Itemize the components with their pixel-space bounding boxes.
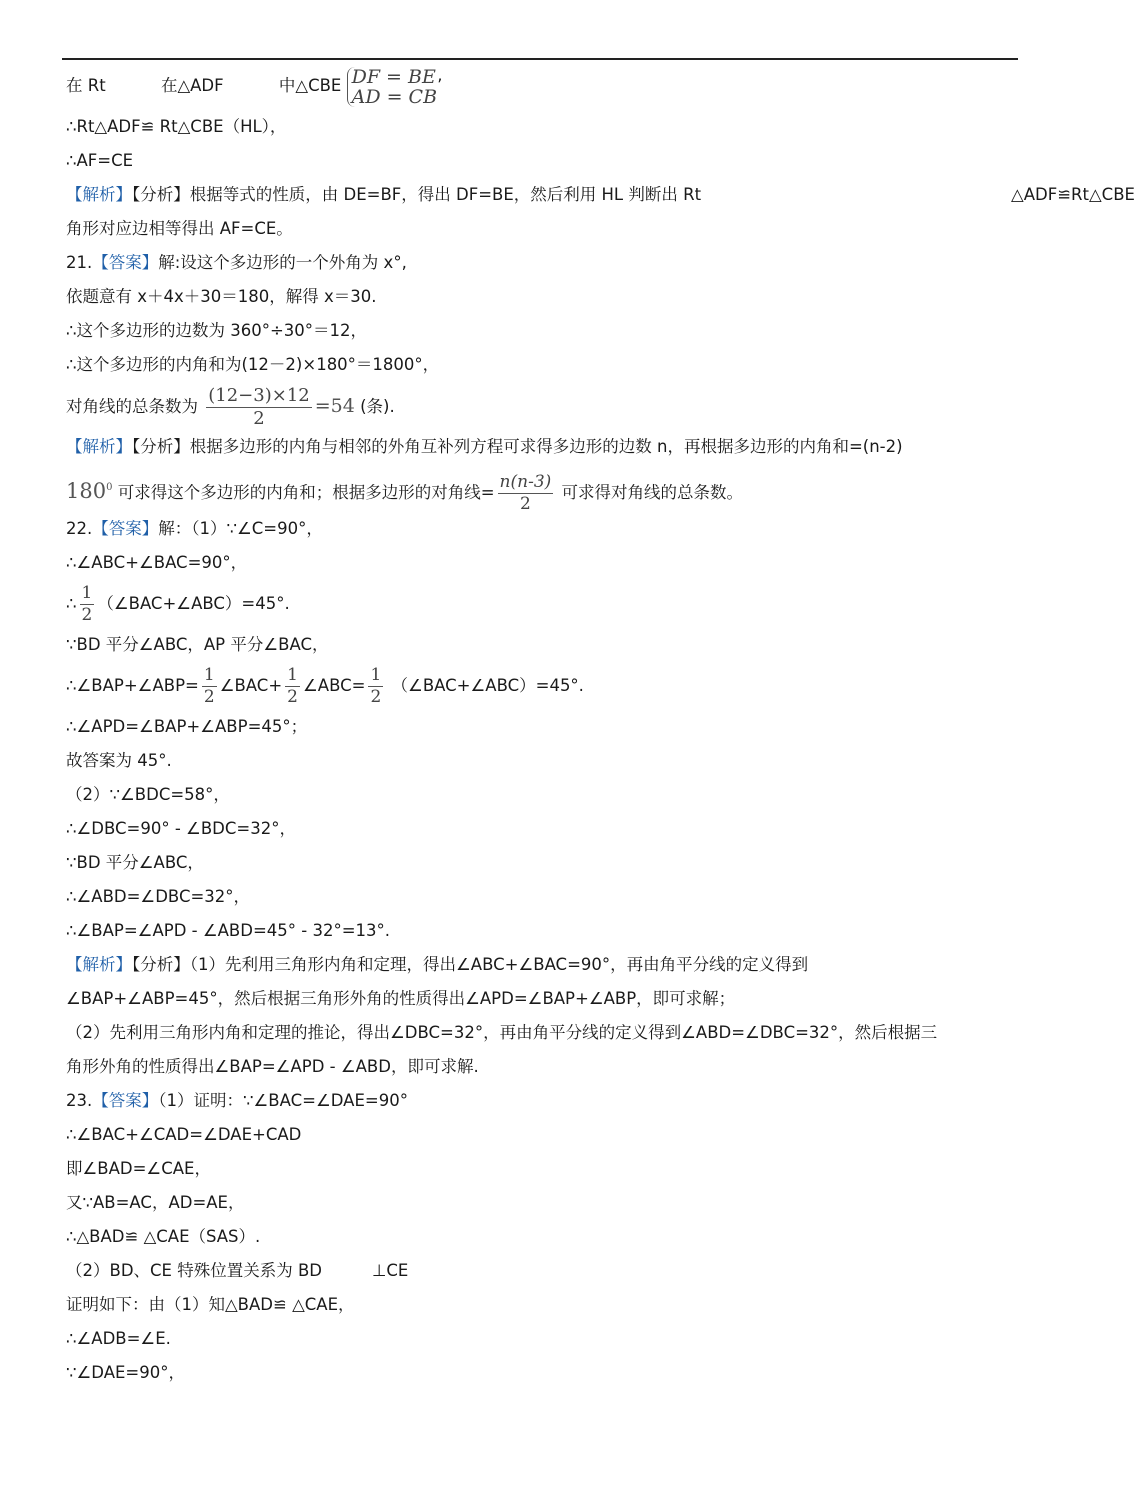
equation-system: DF = BE AD = CB [347, 67, 437, 107]
header-rule [62, 58, 1018, 60]
line-23-congruent: ∴△BAD≌ △CAE（SAS）. [66, 1227, 261, 1246]
line-22-dbc: ∴∠DBC=90° - ∠BDC=32°， [66, 819, 296, 838]
answer-tag: 【答案】 [92, 253, 159, 272]
line-analysis-20: 【解析】【分析】根据等式的性质，由 DE=BF，得出 DF=BE，然后利用 HL 判断出 Rt △ADF≌Rt△CBE [66, 185, 1135, 204]
line-23-dae: ∵∠DAE=90°， [66, 1363, 185, 1382]
line-23-part2: （2）BD、CE 特殊位置关系为 BD ⊥CE [66, 1261, 409, 1280]
line-answer-21: 21.【答案】解:设这个多边形的一个外角为 x°, [66, 253, 407, 272]
line-22-apd: ∴∠APD=∠BAP+∠ABP=45°； [66, 717, 308, 736]
line-22-sum: ∴∠ABC+∠BAC=90°， [66, 553, 248, 572]
line-analysis-22-part2-cont: 角形外角的性质得出∠BAP=∠APD - ∠ABD，即可求解. [66, 1057, 479, 1076]
line-rt-condition: 在 Rt 在△ADF 中△CBE DF = BE AD = CB’ [66, 65, 443, 108]
line-22-bap-abp: ∴∠BAP+∠ABP= $\frac{1}{2}$ ∠BAC+ $\frac{1}{2}$ ∠ABC= $\frac{1}{2}$ （∠BAC+∠ABC）=45°. [66, 665, 584, 707]
line-22-bap: ∴∠BAP=∠APD - ∠ABD=45° - 32°=13°. [66, 921, 391, 940]
line-answer-22: 22.【答案】解：（1）∵∠C=90°， [66, 519, 323, 538]
line-22-abd: ∴∠ABD=∠DBC=32°， [66, 887, 251, 906]
line-22-half: ∴ $\frac{1}{2}$ （∠BAC+∠ABC）=45°. [66, 583, 290, 625]
line-22-bisect2: ∵BD 平分∠ABC， [66, 853, 204, 872]
line-22-bisect: ∵BD 平分∠ABC，AP 平分∠BAC， [66, 635, 329, 654]
line-22-part2: （2）∵∠BDC=58°， [66, 785, 230, 804]
line-23-sum: ∴∠BAC+∠CAD=∠DAE+CAD [66, 1125, 302, 1144]
line-21-angle-sum: ∴这个多边形的内角和为(12－2)×180°＝1800°， [66, 355, 440, 374]
line-22-answer: 故答案为 45°. [66, 751, 172, 770]
line-congruent-hl: ∴Rt△ADF≌ Rt△CBE（HL）， [66, 117, 287, 136]
line-answer-23: 23.【答案】（1）证明：∵∠BAC=∠DAE=90° [66, 1091, 408, 1110]
line-af-ce: ∴AF=CE [66, 151, 134, 170]
line-21-sides: ∴这个多边形的边数为 360°÷30°＝12， [66, 321, 368, 340]
analysis-tag: 【解析】 [66, 185, 132, 204]
line-23-bad-cae: 即∠BAD=∠CAE， [66, 1159, 211, 1178]
line-analysis-20-cont: 角形对应边相等得出 AF=CE。 [66, 219, 293, 238]
fraction-diagonal-formula: $\frac{n(n-3)}{2}$ [499, 472, 552, 514]
line-23-proof: 证明如下：由（1）知△BAD≌ △CAE， [66, 1295, 355, 1314]
line-analysis-21: 【解析】【分析】根据多边形的内角与相邻的外角互补列方程可求得多边形的边数 n，再根据多边形的内角和=(n-2) [66, 437, 903, 456]
line-23-adb: ∴∠ADB=∠E. [66, 1329, 171, 1348]
document-body [66, 62, 1135, 1390]
line-21-equation: 依题意有 x＋4x＋30＝180，解得 x＝30. [66, 287, 377, 306]
fraction-diagonals: $\frac{(12-3)\times 12}{2}$ [208, 385, 310, 429]
line-23-sides: 又∵AB=AC，AD=AE， [66, 1193, 245, 1212]
line-analysis-22: 【解析】【分析】（1）先利用三角形内角和定理，得出∠ABC+∠BAC=90°，再由角平分线的定义得到 [66, 955, 809, 974]
line-21-diagonals: 对角线的总条数为 $\frac{(12-3)\times 12}{2}$ =54 (条). [66, 385, 395, 429]
line-analysis-22-part2: （2）先利用三角形内角和定理的推论，得出∠DBC=32°，再由角平分线的定义得到∠ABD=∠DBC=32°，然后根据三 [66, 1023, 938, 1042]
line-analysis-22-cont: ∠BAP+∠ABP=45°，然后根据三角形外角的性质得出∠APD=∠BAP+∠ABP，即可求解； [66, 989, 736, 1008]
line-analysis-21-cont: $180^0$ 可求得这个多边形的内角和；根据多边形的对角线= $\frac{n(n-3)}{2}$ 可求得对角线的总条数。 [66, 472, 744, 514]
